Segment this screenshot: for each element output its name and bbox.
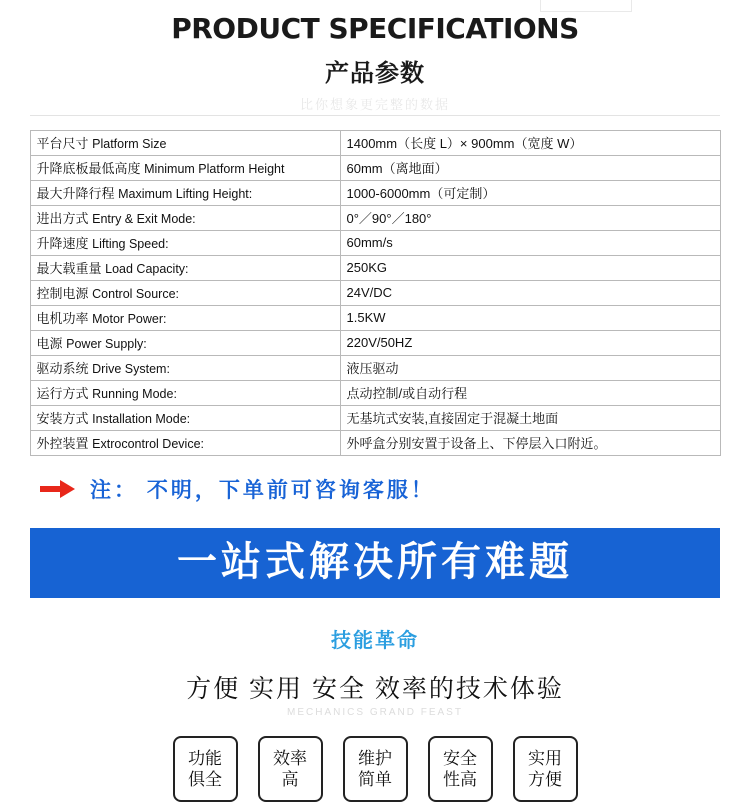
table-row <box>30 155 720 180</box>
header-divider <box>0 115 750 116</box>
headline-banner-text: 一站式解决所有难题 <box>177 539 573 584</box>
spec-label-cell <box>30 155 340 180</box>
feature-box-line-2: 高 <box>281 769 299 789</box>
feature-box-line-1: 维护 <box>358 748 392 768</box>
table-row <box>30 355 720 380</box>
spec-label-en: Lifting Speed: <box>92 237 169 252</box>
page-header <box>0 0 750 116</box>
spec-label-en: Power Supply: <box>66 337 147 352</box>
spec-value-cell: 无基坑式安装,直接固定于混凝土地面 <box>340 405 720 430</box>
note-row <box>30 474 720 504</box>
table-row <box>30 255 720 280</box>
table-row <box>30 380 720 405</box>
spec-label-en: Running Mode: <box>92 387 177 402</box>
spec-label-cn: 外控装置 <box>36 436 89 452</box>
spec-label-cell <box>30 380 340 405</box>
slogan-line-3: MECHANICS GRAND FEAST <box>287 706 463 718</box>
slogan-line-1: 技能革命 <box>331 629 419 652</box>
spec-label-en: Control Source: <box>92 287 179 302</box>
spec-value-cell: 1.5KW <box>340 305 720 330</box>
spec-label-en: Maximum Lifting Height: <box>118 187 253 202</box>
table-row <box>30 230 720 255</box>
spec-label-cn: 控制电源 <box>36 286 89 302</box>
spec-label-en: Platform Size <box>92 137 167 152</box>
feature-box <box>343 736 408 802</box>
page-title-english: PRODUCT SPECIFICATIONS <box>171 12 579 45</box>
spec-value-cell: 液压驱动 <box>340 355 720 380</box>
feature-box-line-2: 俱全 <box>188 769 222 789</box>
spec-label-cell <box>30 230 340 255</box>
spec-label-cn: 最大升降行程 <box>36 186 115 202</box>
spec-value-cell: 0°／90°／180° <box>340 205 720 230</box>
spec-value-cell: 1400mm（长度 L）× 900mm（宽度 W） <box>340 130 720 155</box>
note-text: 注： 不明，下单前可咨询客服！ <box>90 478 435 502</box>
feature-box <box>513 736 578 802</box>
spec-label-cn: 升降速度 <box>36 236 89 252</box>
table-row <box>30 180 720 205</box>
specification-table-body <box>30 130 720 455</box>
spec-label-cn: 电源 <box>36 336 63 352</box>
spec-label-cell <box>30 330 340 355</box>
spec-label-cn: 最大载重量 <box>36 261 102 277</box>
spec-value-cell: 外呼盒分别安置于设备上、下停层入口附近。 <box>340 430 720 455</box>
page-subtitle: 比你想象更完整的数据 <box>299 96 450 112</box>
spec-label-cn: 安装方式 <box>36 411 89 427</box>
spec-label-cell <box>30 205 340 230</box>
spec-value-cell: 220V/50HZ <box>340 330 720 355</box>
feature-box <box>428 736 493 802</box>
spec-label-en: Motor Power: <box>92 312 167 327</box>
table-row <box>30 405 720 430</box>
decorative-box-artifact <box>540 0 632 12</box>
spec-label-cn: 平台尺寸 <box>36 136 89 152</box>
spec-label-en: Minimum Platform Height <box>144 162 285 177</box>
table-row <box>30 305 720 330</box>
arrow-right-icon <box>40 479 76 499</box>
spec-label-cell <box>30 180 340 205</box>
feature-box-line-2: 性高 <box>443 769 477 789</box>
spec-label-cn: 电机功率 <box>36 311 89 327</box>
spec-label-cn: 进出方式 <box>36 211 89 227</box>
headline-banner <box>30 528 720 598</box>
feature-box-list <box>0 736 750 802</box>
table-row <box>30 205 720 230</box>
spec-value-cell: 点动控制/或自动行程 <box>340 380 720 405</box>
spec-value-cell: 60mm（离地面） <box>340 155 720 180</box>
table-row <box>30 130 720 155</box>
feature-box <box>258 736 323 802</box>
spec-value-cell: 1000-6000mm（可定制） <box>340 180 720 205</box>
spec-label-en: Drive System: <box>92 362 170 377</box>
table-row <box>30 430 720 455</box>
spec-value-cell: 250KG <box>340 255 720 280</box>
spec-value-cell: 60mm/s <box>340 230 720 255</box>
spec-label-cell <box>30 355 340 380</box>
spec-label-en: Installation Mode: <box>92 412 191 427</box>
feature-box-line-1: 功能 <box>188 748 222 768</box>
feature-box <box>173 736 238 802</box>
feature-box-line-2: 简单 <box>358 769 392 789</box>
feature-box-line-1: 安全 <box>443 748 477 768</box>
spec-label-cell <box>30 305 340 330</box>
spec-label-cn: 运行方式 <box>36 386 89 402</box>
spec-label-en: Load Capacity: <box>105 262 189 277</box>
spec-label-cell <box>30 280 340 305</box>
spec-label-cell <box>30 255 340 280</box>
spec-label-cell <box>30 430 340 455</box>
feature-box-line-1: 效率 <box>273 748 307 768</box>
table-row <box>30 330 720 355</box>
spec-label-en: Entry & Exit Mode: <box>92 212 196 227</box>
spec-value-cell: 24V/DC <box>340 280 720 305</box>
spec-label-cn: 驱动系统 <box>36 361 89 377</box>
specification-table <box>30 130 721 456</box>
feature-box-line-2: 方便 <box>528 769 562 789</box>
spec-label-en: Extrocontrol Device: <box>92 437 204 452</box>
table-row <box>30 280 720 305</box>
slogan-block <box>0 624 750 718</box>
spec-label-cn: 升降底板最低高度 <box>36 161 141 177</box>
page-title-chinese: 产品参数 <box>325 59 425 87</box>
feature-box-line-1: 实用 <box>528 748 562 768</box>
spec-label-cell <box>30 405 340 430</box>
slogan-line-2: 方便 实用 安全 效率的技术体验 <box>186 674 564 703</box>
spec-label-cell <box>30 130 340 155</box>
